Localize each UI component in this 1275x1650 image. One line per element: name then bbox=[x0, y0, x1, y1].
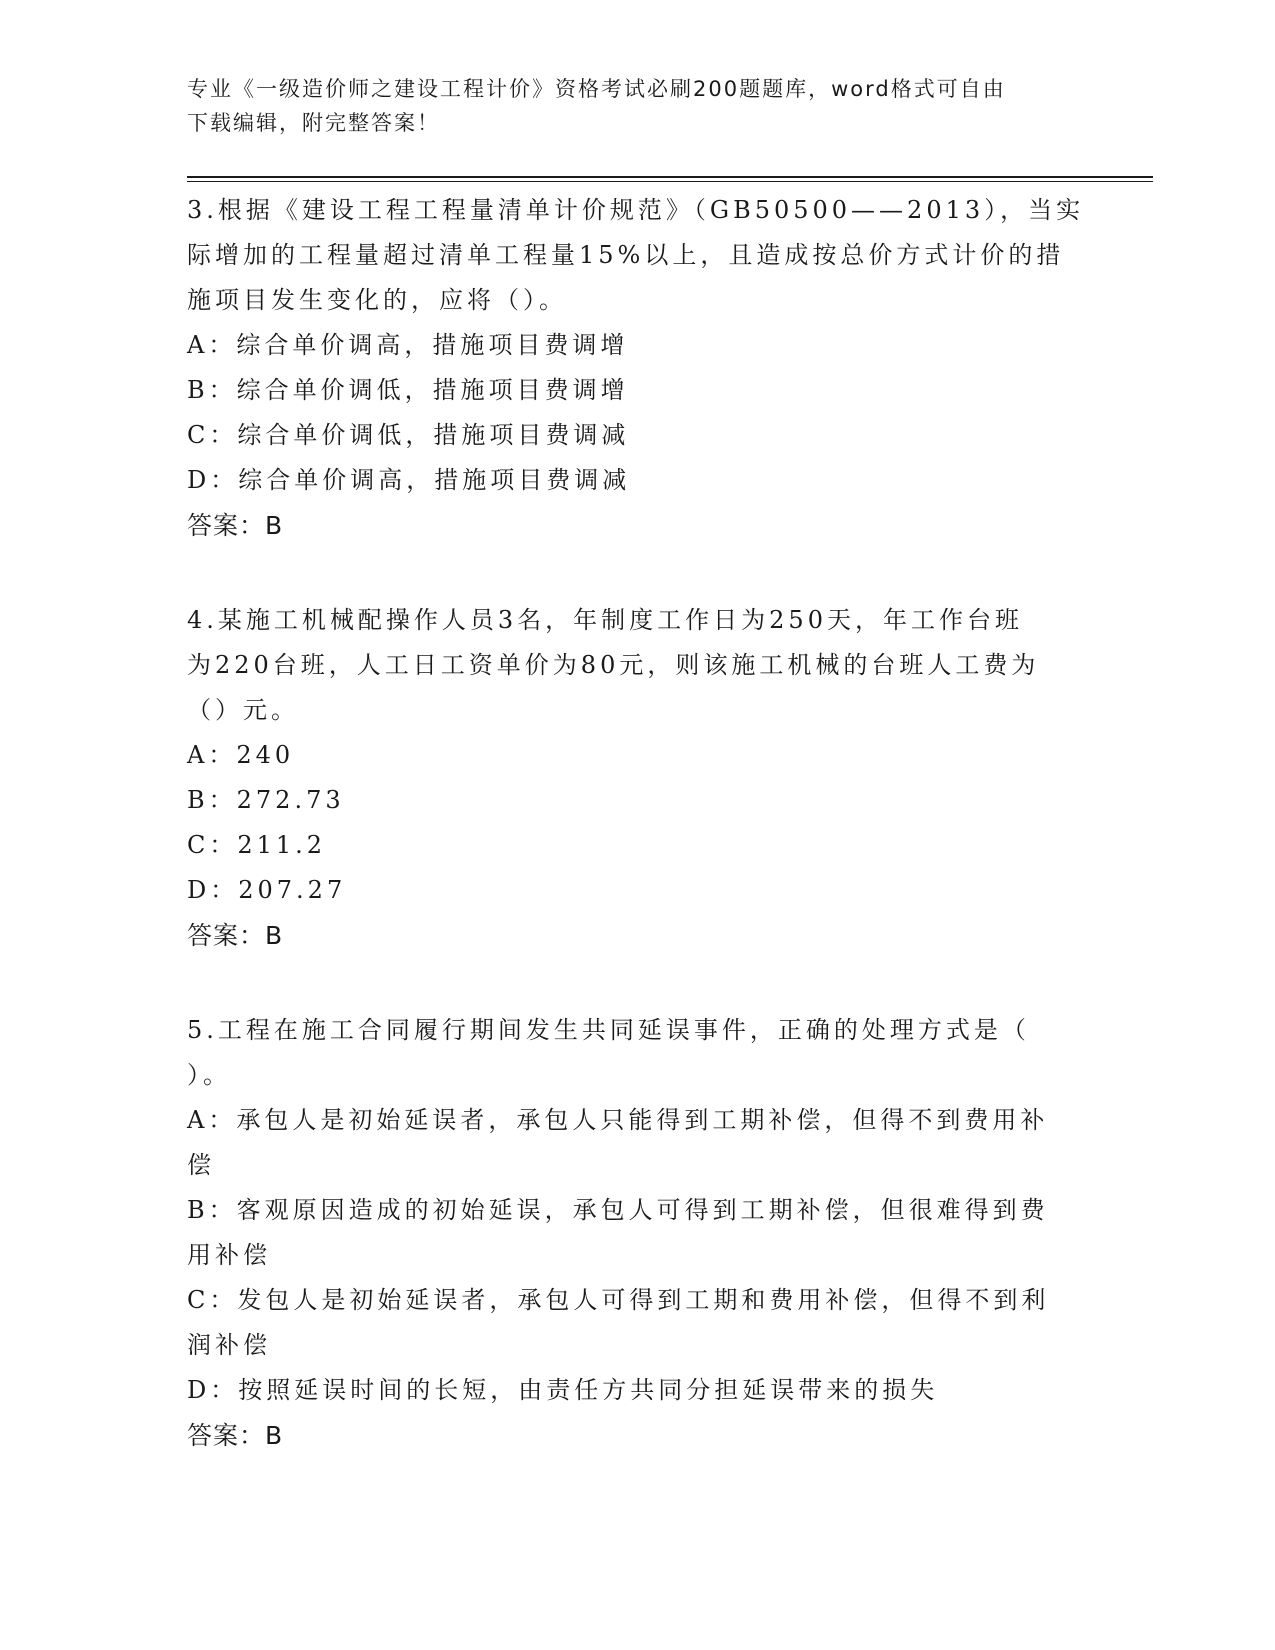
question-stem-line: 际增加的工程量超过清单工程量15%以上，且造成按总价方式计价的措 bbox=[187, 241, 1065, 269]
option-b: B：272.73 bbox=[187, 786, 345, 814]
option-a: A：综合单价调高，措施项目费调增 bbox=[187, 331, 629, 359]
header-line: 专业《一级造价师之建设工程计价》资格考试必刷200题题库，word格式可自由 bbox=[187, 77, 1006, 101]
option-c-continued: 润补偿 bbox=[187, 1331, 271, 1359]
option-c: C：综合单价调低，措施项目费调减 bbox=[187, 421, 630, 449]
question-stem-line: 3.根据《建设工程工程量清单计价规范》（GB50500——2013），当实 bbox=[187, 196, 1085, 224]
question-block bbox=[187, 1008, 1087, 1458]
option-a: A：承包人是初始延误者，承包人只能得到工期补偿，但得不到费用补 bbox=[187, 1106, 1049, 1134]
header-divider-thin bbox=[187, 181, 1153, 182]
question-stem-line: 施项目发生变化的，应将（）。 bbox=[187, 286, 567, 314]
option-d: D：综合单价调高，措施项目费调减 bbox=[187, 466, 631, 494]
question-block bbox=[187, 598, 1087, 958]
header-line: 下载编辑，附完整答案！ bbox=[187, 111, 440, 135]
answer-label: 答案：B bbox=[187, 921, 284, 950]
question-stem-line: ）。 bbox=[187, 1061, 231, 1089]
option-b-continued: 用补偿 bbox=[187, 1241, 271, 1269]
option-a: A：240 bbox=[187, 741, 295, 769]
header-divider-thick bbox=[187, 176, 1153, 178]
option-c: C：发包人是初始延误者，承包人可得到工期和费用补偿，但得不到利 bbox=[187, 1286, 1050, 1314]
answer-label: 答案：B bbox=[187, 1421, 284, 1450]
document-header bbox=[187, 72, 1087, 140]
question-block bbox=[187, 188, 1087, 548]
question-stem-line: 为220台班，人工日工资单价为80元，则该施工机械的台班人工费为 bbox=[187, 651, 1040, 679]
question-stem-line: （）元。 bbox=[187, 696, 299, 724]
question-stem-line: 5.工程在施工合同履行期间发生共同延误事件，正确的处理方式是（ bbox=[187, 1016, 1030, 1044]
option-d: D：按照延误时间的长短，由责任方共同分担延误带来的损失 bbox=[187, 1376, 939, 1404]
option-d: D：207.27 bbox=[187, 876, 347, 904]
option-c: C：211.2 bbox=[187, 831, 327, 859]
answer-label: 答案：B bbox=[187, 511, 284, 540]
option-b: B：客观原因造成的初始延误，承包人可得到工期补偿，但很难得到费 bbox=[187, 1196, 1049, 1224]
option-b: B：综合单价调低，措施项目费调增 bbox=[187, 376, 629, 404]
question-stem-line: 4.某施工机械配操作人员3名，年制度工作日为250天，年工作台班 bbox=[187, 606, 1023, 634]
option-a-continued: 偿 bbox=[187, 1151, 215, 1179]
